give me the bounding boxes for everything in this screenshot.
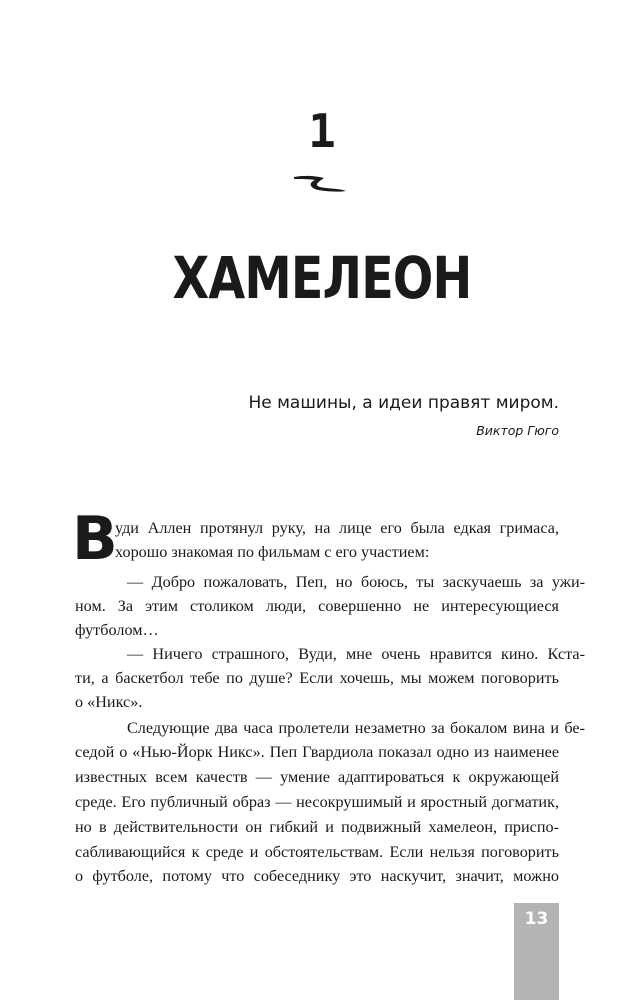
text-line: известных всем качеств — умение адаптироваться к окружающей (75, 768, 559, 786)
text-line: но в действительности он гибкий и подвижный хамелеон, приспо- (75, 818, 559, 836)
text-line: седой о «Нью-Йорк Никс». Пеп Гвардиола показал одно из наименее (75, 743, 559, 761)
page-number-tab (514, 903, 559, 1000)
text-line: среде. Его публичный образ — несокрушимый и яростный догматик, (75, 793, 559, 811)
text-line: ти, а баскетбол тебе по душе? Если хочешь, мы можем поговорить (75, 669, 559, 687)
chapter-title: ХАМЕЛЕОН (172, 244, 472, 312)
text-line: футболом… (75, 621, 159, 639)
page-number: 13 (524, 909, 549, 929)
text-line: о «Никс». (75, 693, 143, 711)
text-line: — Добро пожаловать, Пеп, но боюсь, ты заскучаешь за ужи- (127, 573, 585, 591)
chapter-number: 1 (308, 104, 336, 158)
epigraph-quote: Не машины, а идеи правят миром. (248, 393, 559, 413)
drop-cap: В (72, 504, 118, 574)
epigraph-author: Виктор Гюго (476, 423, 559, 438)
brush-stroke-ornament (288, 168, 350, 198)
text-line: уди Аллен протянул руку, на лице его была едкая гримаса, (115, 519, 559, 537)
text-line: Следующие два часа пролетели незаметно за бокалом вина и бе- (127, 719, 585, 737)
text-line: сабливающийся к среде и обстоятельствам. Если нельзя поговорить (75, 843, 559, 861)
text-line: ном. За этим столиком люди, совершенно не интересующиеся (75, 597, 559, 615)
text-line: хорошо знакомая по фильмам с его участием: (115, 543, 430, 561)
text-line: о футболе, потому что собеседнику это наскучит, значит, можно (75, 867, 559, 885)
text-line: — Ничего страшного, Вуди, мне очень нравится кино. Кста- (127, 645, 585, 663)
